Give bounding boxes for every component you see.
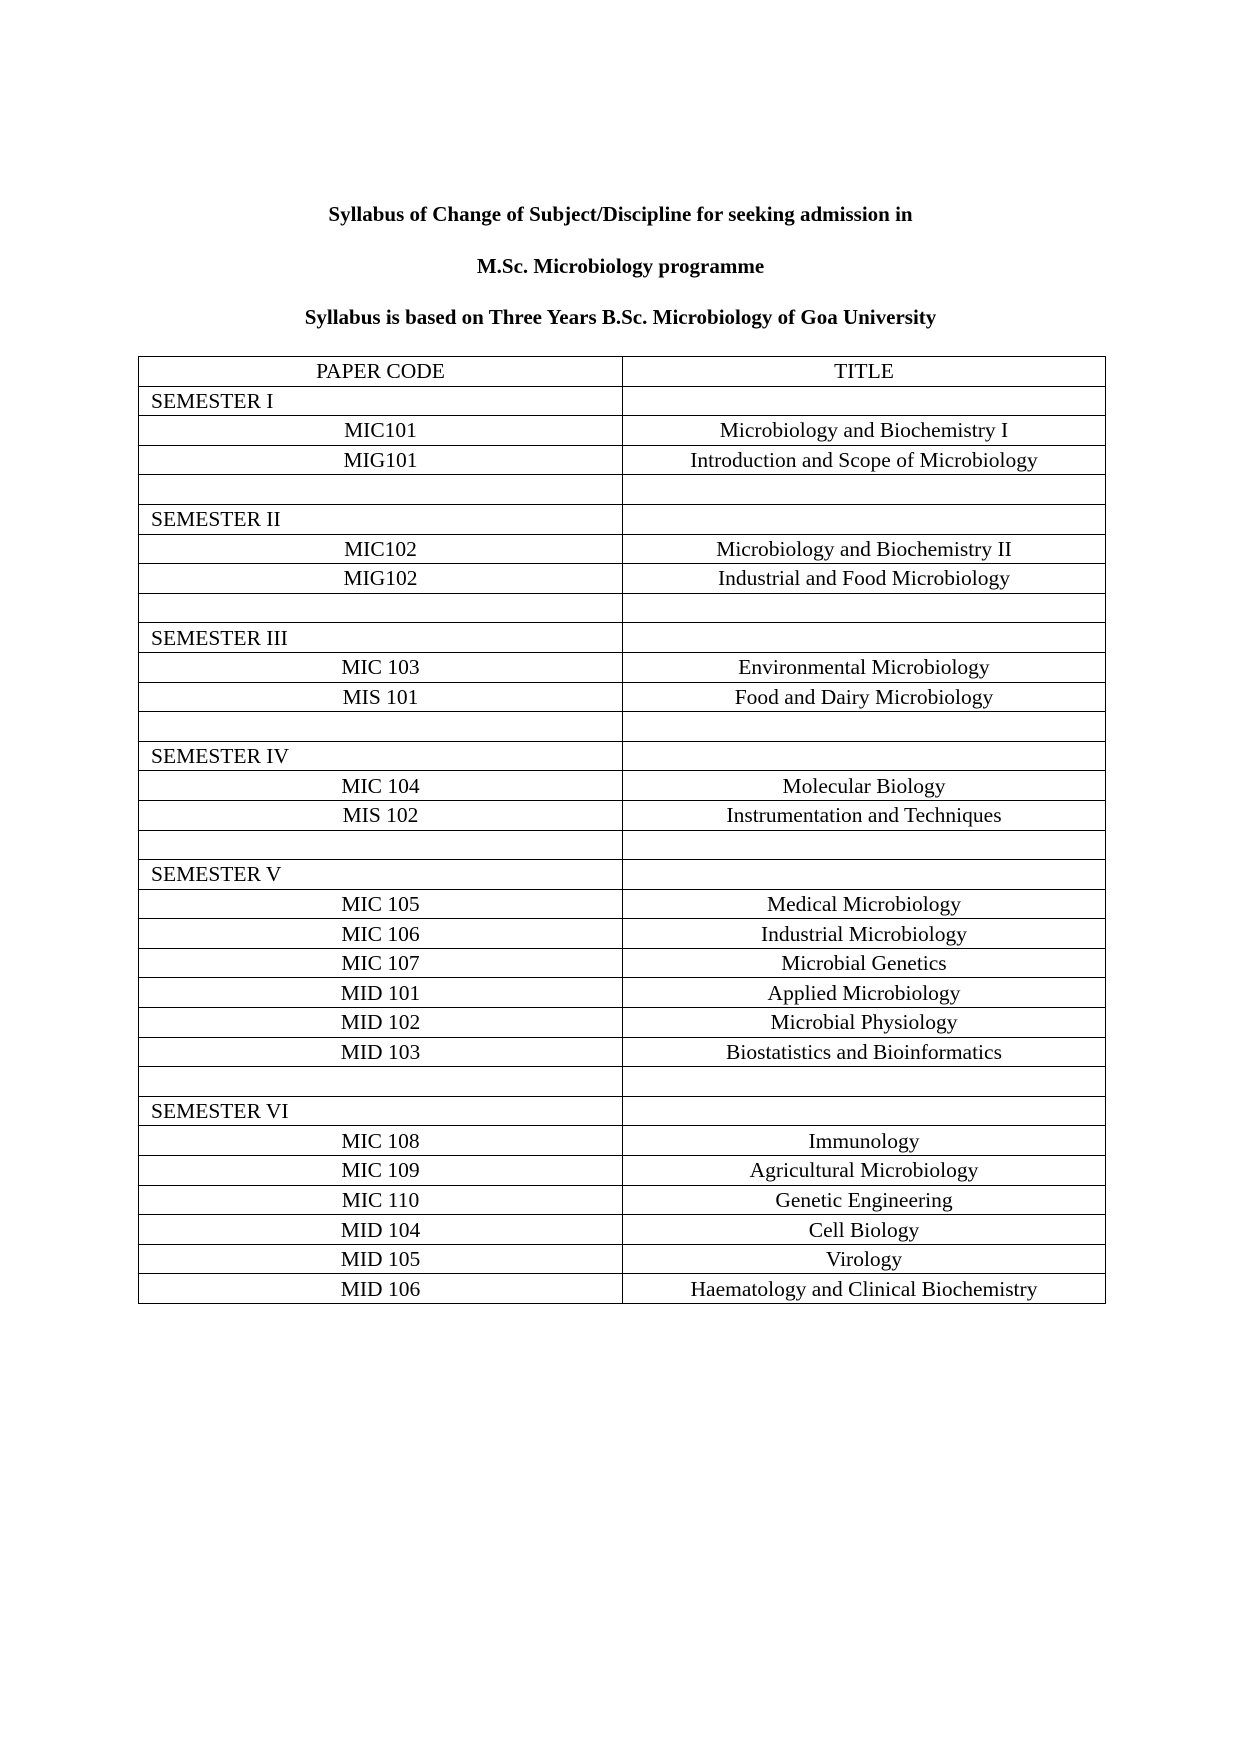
- paper-code-cell: MID 101: [139, 978, 623, 1008]
- document-title-line-3: Syllabus is based on Three Years B.Sc. Microbiology of Goa University: [304, 305, 937, 329]
- paper-code-cell: MID 105: [139, 1244, 623, 1274]
- table-row: [139, 948, 1106, 978]
- paper-code-cell: MIC 107: [139, 948, 623, 978]
- semester-row: [139, 623, 1106, 653]
- semester-label: SEMESTER I: [139, 386, 623, 416]
- title-cell: Medical Microbiology: [623, 889, 1106, 919]
- title-cell: [623, 504, 1106, 534]
- semester-row: [139, 386, 1106, 416]
- table-row: [139, 978, 1106, 1008]
- semester-row: [139, 860, 1106, 890]
- title-cell: [623, 593, 1106, 623]
- title-cell: Molecular Biology: [623, 771, 1106, 801]
- table-row: [139, 534, 1106, 564]
- semester-label: SEMESTER IV: [139, 741, 623, 771]
- table-body: [139, 386, 1106, 1303]
- title-cell: Microbiology and Biochemistry II: [623, 534, 1106, 564]
- table-row: [139, 445, 1106, 475]
- title-cell: [623, 475, 1106, 505]
- paper-code-cell: [139, 712, 623, 742]
- title-cell: Microbial Physiology: [623, 1008, 1106, 1038]
- paper-code-cell: [139, 593, 623, 623]
- title-cell: [623, 860, 1106, 890]
- table-row: [139, 1274, 1106, 1304]
- semester-label: SEMESTER III: [139, 623, 623, 653]
- title-cell: [623, 1067, 1106, 1097]
- column-header-paper-code: PAPER CODE: [139, 357, 623, 387]
- title-cell: Genetic Engineering: [623, 1185, 1106, 1215]
- table-row: [139, 800, 1106, 830]
- title-cell: [623, 830, 1106, 860]
- title-cell: [623, 712, 1106, 742]
- syllabus-table: [138, 356, 1106, 1304]
- paper-code-cell: MIC 110: [139, 1185, 623, 1215]
- title-cell: Applied Microbiology: [623, 978, 1106, 1008]
- table-row: [139, 1185, 1106, 1215]
- blank-row: [139, 1067, 1106, 1097]
- title-cell: Industrial Microbiology: [623, 919, 1106, 949]
- title-cell: [623, 1096, 1106, 1126]
- title-cell: Environmental Microbiology: [623, 652, 1106, 682]
- paper-code-cell: MIC 105: [139, 889, 623, 919]
- paper-code-cell: MID 106: [139, 1274, 623, 1304]
- semester-row: [139, 741, 1106, 771]
- paper-code-cell: MIC 106: [139, 919, 623, 949]
- title-cell: Industrial and Food Microbiology: [623, 564, 1106, 594]
- paper-code-cell: MIS 102: [139, 800, 623, 830]
- table-row: [139, 1126, 1106, 1156]
- semester-row: [139, 1096, 1106, 1126]
- title-cell: Immunology: [623, 1126, 1106, 1156]
- paper-code-cell: MIC 104: [139, 771, 623, 801]
- table-row: [139, 1156, 1106, 1186]
- table-row: [139, 1008, 1106, 1038]
- title-cell: [623, 623, 1106, 653]
- title-cell: Microbiology and Biochemistry I: [623, 416, 1106, 446]
- paper-code-cell: MIC 108: [139, 1126, 623, 1156]
- paper-code-cell: MID 104: [139, 1215, 623, 1245]
- title-cell: Virology: [623, 1244, 1106, 1274]
- title-cell: Food and Dairy Microbiology: [623, 682, 1106, 712]
- header-row: [139, 357, 1106, 387]
- table-row: [139, 1244, 1106, 1274]
- paper-code-cell: [139, 1067, 623, 1097]
- blank-row: [139, 830, 1106, 860]
- table-row: [139, 1215, 1106, 1245]
- title-cell: Cell Biology: [623, 1215, 1106, 1245]
- paper-code-cell: MIC 103: [139, 652, 623, 682]
- paper-code-cell: MID 103: [139, 1037, 623, 1067]
- paper-code-cell: [139, 830, 623, 860]
- table-row: [139, 889, 1106, 919]
- title-cell: Agricultural Microbiology: [623, 1156, 1106, 1186]
- paper-code-cell: MIC 109: [139, 1156, 623, 1186]
- document-title-line-1: Syllabus of Change of Subject/Discipline for seeking admission in: [328, 202, 913, 226]
- table-header: [139, 357, 1106, 387]
- semester-label: SEMESTER V: [139, 860, 623, 890]
- paper-code-cell: MID 102: [139, 1008, 623, 1038]
- title-cell: Haematology and Clinical Biochemistry: [623, 1274, 1106, 1304]
- paper-code-cell: MIS 101: [139, 682, 623, 712]
- paper-code-cell: MIC101: [139, 416, 623, 446]
- title-cell: Microbial Genetics: [623, 948, 1106, 978]
- title-cell: [623, 386, 1106, 416]
- title-cell: [623, 741, 1106, 771]
- table-row: [139, 771, 1106, 801]
- paper-code-cell: MIG102: [139, 564, 623, 594]
- paper-code-cell: MIG101: [139, 445, 623, 475]
- table-row: [139, 682, 1106, 712]
- table-row: [139, 652, 1106, 682]
- semester-label: SEMESTER II: [139, 504, 623, 534]
- blank-row: [139, 712, 1106, 742]
- title-cell: Instrumentation and Techniques: [623, 800, 1106, 830]
- semester-row: [139, 504, 1106, 534]
- title-cell: Introduction and Scope of Microbiology: [623, 445, 1106, 475]
- table-row: [139, 919, 1106, 949]
- title-cell: Biostatistics and Bioinformatics: [623, 1037, 1106, 1067]
- table-row: [139, 1037, 1106, 1067]
- blank-row: [139, 475, 1106, 505]
- column-header-title: TITLE: [623, 357, 1106, 387]
- paper-code-cell: MIC102: [139, 534, 623, 564]
- document-title-line-2: M.Sc. Microbiology programme: [476, 254, 765, 278]
- blank-row: [139, 593, 1106, 623]
- paper-code-cell: [139, 475, 623, 505]
- table-row: [139, 416, 1106, 446]
- semester-label: SEMESTER VI: [139, 1096, 623, 1126]
- table-row: [139, 564, 1106, 594]
